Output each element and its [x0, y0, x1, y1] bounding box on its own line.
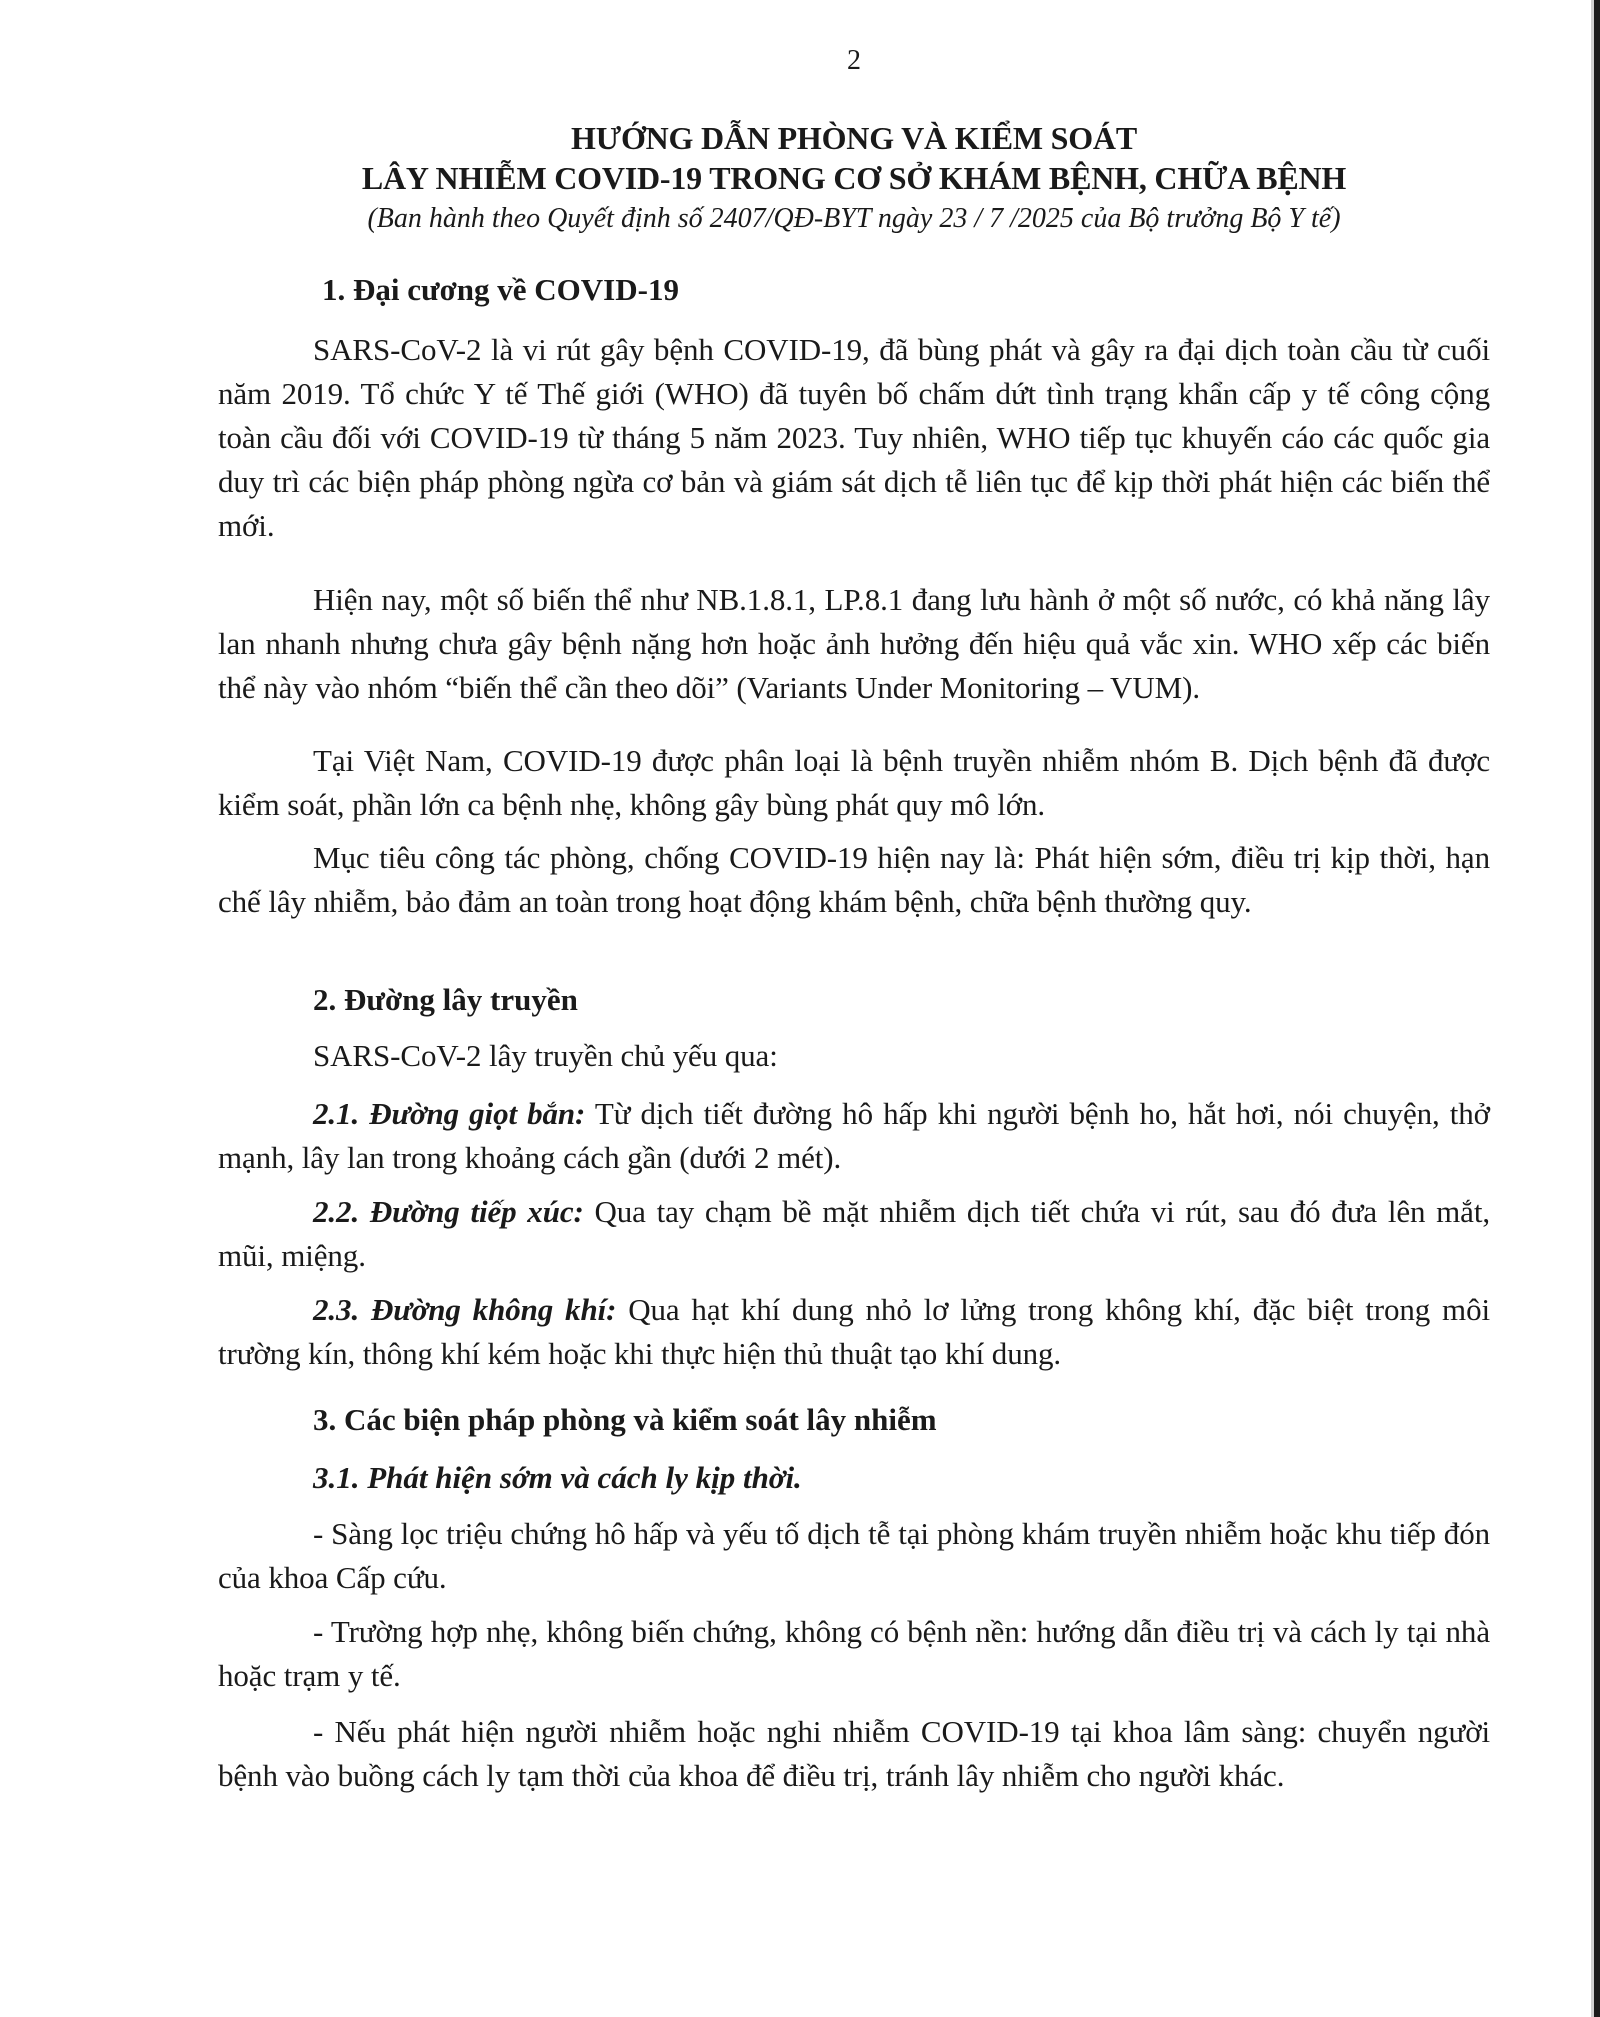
document-title-line-2: LÂY NHIỄM COVID-19 TRONG CƠ SỞ KHÁM BỆNH, CHỮA BỆNH [361, 160, 1347, 196]
page-edge-border [1594, 0, 1600, 2017]
section-2-heading: 2. Đường lây truyền [313, 982, 578, 1017]
transmission-route-item [218, 1190, 1490, 1278]
document-subtitle: (Ban hành theo Quyết định số 2407/QĐ-BYT ngày 23 / 7 /2025 của Bộ trưởng Bộ Y tế) [367, 203, 1341, 234]
measure-bullet: - Nếu phát hiện người nhiễm hoặc nghi nhiễm COVID-19 tại khoa lâm sàng: chuyển người bệnh vào buồng cách ly tạm thời của khoa để điều trị, tránh lây nhiễm cho người khác. [218, 1714, 1490, 1793]
section-1-paragraph: SARS-CoV-2 là vi rút gây bệnh COVID-19, đã bùng phát và gây ra đại dịch toàn cầu từ cuối năm 2019. Tổ chức Y tế Thế giới (WHO) đã tuyên bố chấm dứt tình trạng khẩn cấp y tế công cộng toàn cầu đối với COVID-19 từ tháng 5 năm 2023. Tuy nhiên, WHO tiếp tục khuyến cáo các quốc gia duy trì các biện pháp phòng ngừa cơ bản và giám sát dịch tễ liên tục để kịp thời phát hiện các biến thể mới. [218, 332, 1490, 543]
section-1-heading: 1. Đại cương về COVID-19 [322, 272, 679, 307]
page-number: 2 [847, 45, 861, 76]
section-1-paragraph: Hiện nay, một số biến thể như NB.1.8.1, LP.8.1 đang lưu hành ở một số nước, có khả năng lây lan nhanh nhưng chưa gây bệnh nặng hơn hoặc ảnh hưởng đến hiệu quả vắc xin. WHO xếp các biến thể này vào nhóm “biến thể cần theo dõi” (Variants Under Monitoring – VUM). [218, 582, 1490, 705]
section-3-heading: 3. Các biện pháp phòng và kiểm soát lây nhiễm [313, 1402, 937, 1437]
transmission-route-item [218, 1288, 1490, 1376]
measure-bullet: - Sàng lọc triệu chứng hô hấp và yếu tố dịch tễ tại phòng khám truyền nhiễm hoặc khu tiếp đón của khoa Cấp cứu. [218, 1516, 1490, 1595]
document-title-line-1: HƯỚNG DẪN PHÒNG VÀ KIỂM SOÁT [571, 120, 1137, 156]
transmission-route-label: 2.2. Đường tiếp xúc: [313, 1194, 584, 1229]
section-1-paragraph: Tại Việt Nam, COVID-19 được phân loại là bệnh truyền nhiễm nhóm B. Dịch bệnh đã được kiểm soát, phần lớn ca bệnh nhẹ, không gây bùng phát quy mô lớn. [218, 743, 1490, 822]
transmission-route-label: 2.1. Đường giọt bắn: [313, 1096, 586, 1131]
transmission-route-item [218, 1092, 1490, 1180]
transmission-route-text: Qua tay chạm bề mặt nhiễm dịch tiết chứa vi rút, sau đó đưa lên mắt, mũi, miệng. [218, 1194, 1490, 1273]
section-2-intro: SARS-CoV-2 lây truyền chủ yếu qua: [313, 1038, 778, 1073]
transmission-route-label: 2.3. Đường không khí: [313, 1292, 617, 1327]
section-3-1-heading: 3.1. Phát hiện sớm và cách ly kịp thời. [313, 1460, 802, 1495]
transmission-route-text: Từ dịch tiết đường hô hấp khi người bệnh ho, hắt hơi, nói chuyện, thở mạnh, lây lan trong khoảng cách gần (dưới 2 mét). [218, 1096, 1490, 1175]
transmission-route-text: Qua hạt khí dung nhỏ lơ lửng trong không khí, đặc biệt trong môi trường kín, thông khí kém hoặc khi thực hiện thủ thuật tạo khí dung. [218, 1292, 1490, 1371]
section-1-paragraph: Mục tiêu công tác phòng, chống COVID-19 hiện nay là: Phát hiện sớm, điều trị kịp thời, hạn chế lây nhiễm, bảo đảm an toàn trong hoạt động khám bệnh, chữa bệnh thường quy. [218, 840, 1490, 919]
measure-bullet: - Trường hợp nhẹ, không biến chứng, không có bệnh nền: hướng dẫn điều trị và cách ly tại nhà hoặc trạm y tế. [218, 1614, 1490, 1693]
